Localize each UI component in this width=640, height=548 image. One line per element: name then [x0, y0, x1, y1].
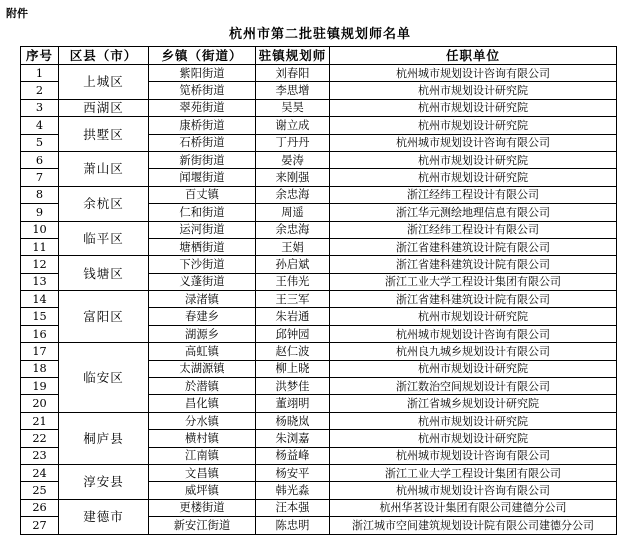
unit-cell: 浙江省城乡规划设计研究院 [330, 395, 617, 412]
unit-cell: 杭州良九城乡规划设计有限公司 [330, 343, 617, 360]
unit-cell: 杭州市规划设计研究院 [330, 412, 617, 429]
town-cell: 下沙街道 [149, 256, 256, 273]
town-cell: 分水镇 [149, 412, 256, 429]
town-cell: 运河街道 [149, 221, 256, 238]
unit-cell: 杭州城市规划设计咨询有限公司 [330, 134, 617, 151]
unit-cell: 浙江省建科建筑设计院有限公司 [330, 256, 617, 273]
row-number: 15 [21, 308, 59, 325]
planner-cell: 李思增 [256, 82, 330, 99]
town-cell: 文昌镇 [149, 464, 256, 481]
planner-cell: 刘春阳 [256, 65, 330, 82]
row-number: 23 [21, 447, 59, 464]
table-row [21, 412, 617, 429]
row-number: 22 [21, 430, 59, 447]
district-cell: 建德市 [59, 499, 149, 534]
table-row [21, 186, 617, 203]
town-cell: 湖源乡 [149, 325, 256, 342]
town-cell: 渌渚镇 [149, 291, 256, 308]
town-cell: 闻堰街道 [149, 169, 256, 186]
row-number: 2 [21, 82, 59, 99]
planner-cell: 韩光淼 [256, 482, 330, 499]
row-number: 5 [21, 134, 59, 151]
table-row [21, 99, 617, 116]
unit-cell: 杭州市规划设计研究院 [330, 308, 617, 325]
row-number: 7 [21, 169, 59, 186]
town-cell: 百丈镇 [149, 186, 256, 203]
row-number: 19 [21, 378, 59, 395]
district-cell: 上城区 [59, 65, 149, 100]
unit-cell: 浙江经纬工程设计有限公司 [330, 186, 617, 203]
row-number: 21 [21, 412, 59, 429]
row-number: 4 [21, 117, 59, 134]
town-cell: 春建乡 [149, 308, 256, 325]
table-row [21, 117, 617, 134]
row-number: 25 [21, 482, 59, 499]
town-cell: 昌化镇 [149, 395, 256, 412]
unit-cell: 杭州城市规划设计咨询有限公司 [330, 482, 617, 499]
table-row [21, 343, 617, 360]
unit-cell: 浙江省建科建筑设计院有限公司 [330, 291, 617, 308]
town-cell: 康桥街道 [149, 117, 256, 134]
planner-cell: 董翊明 [256, 395, 330, 412]
unit-cell: 杭州市规划设计研究院 [330, 99, 617, 116]
unit-cell: 杭州城市规划设计咨询有限公司 [330, 65, 617, 82]
unit-cell: 杭州城市规划设计咨询有限公司 [330, 325, 617, 342]
table-row [21, 499, 617, 516]
unit-cell: 浙江省建科建筑设计院有限公司 [330, 238, 617, 255]
town-cell: 笕桥街道 [149, 82, 256, 99]
planner-cell: 王伟光 [256, 273, 330, 290]
row-number: 27 [21, 517, 59, 534]
unit-cell: 杭州市规划设计研究院 [330, 82, 617, 99]
unit-cell: 浙江工业大学工程设计集团有限公司 [330, 464, 617, 481]
district-cell: 萧山区 [59, 151, 149, 186]
district-cell: 拱墅区 [59, 117, 149, 152]
row-number: 20 [21, 395, 59, 412]
unit-cell: 杭州市规划设计研究院 [330, 151, 617, 168]
row-number: 11 [21, 238, 59, 255]
town-cell: 仁和街道 [149, 204, 256, 221]
town-cell: 太湖源镇 [149, 360, 256, 377]
table-row [21, 256, 617, 273]
unit-cell: 浙江经纬工程设计有限公司 [330, 221, 617, 238]
town-cell: 威坪镇 [149, 482, 256, 499]
planner-cell: 谢立成 [256, 117, 330, 134]
planner-cell: 洪梦佳 [256, 378, 330, 395]
unit-cell: 杭州市规划设计研究院 [330, 117, 617, 134]
header-planner: 驻镇规划师 [256, 47, 330, 65]
header-unit: 任职单位 [330, 47, 617, 65]
table-header-row [21, 47, 617, 65]
unit-cell: 浙江工业大学工程设计集团有限公司 [330, 273, 617, 290]
planner-cell: 朱岩通 [256, 308, 330, 325]
unit-cell: 浙江城市空间建筑规划设计院有限公司建德分公司 [330, 517, 617, 534]
town-cell: 高虹镇 [149, 343, 256, 360]
row-number: 10 [21, 221, 59, 238]
table-row [21, 151, 617, 168]
district-cell: 钱塘区 [59, 256, 149, 291]
planner-cell: 陈忠明 [256, 517, 330, 534]
town-cell: 更楼街道 [149, 499, 256, 516]
row-number: 6 [21, 151, 59, 168]
planner-cell: 柳上晓 [256, 360, 330, 377]
planner-cell: 杨安平 [256, 464, 330, 481]
table-body [21, 65, 617, 535]
town-cell: 翠苑街道 [149, 99, 256, 116]
planner-cell: 赵仁波 [256, 343, 330, 360]
planner-cell: 朱浏嘉 [256, 430, 330, 447]
planner-cell: 丁丹丹 [256, 134, 330, 151]
planner-cell: 杨晓岚 [256, 412, 330, 429]
planner-cell: 晏涛 [256, 151, 330, 168]
planner-cell: 杨益峰 [256, 447, 330, 464]
district-cell: 西湖区 [59, 99, 149, 116]
town-cell: 义蓬街道 [149, 273, 256, 290]
planner-cell: 余忠海 [256, 186, 330, 203]
table-row [21, 464, 617, 481]
unit-cell: 浙江数治空间规划设计有限公司 [330, 378, 617, 395]
header-district: 区县（市） [59, 47, 149, 65]
row-number: 9 [21, 204, 59, 221]
town-cell: 横村镇 [149, 430, 256, 447]
district-cell: 桐庐县 [59, 412, 149, 464]
town-cell: 塘栖街道 [149, 238, 256, 255]
planner-cell: 吴昊 [256, 99, 330, 116]
town-cell: 紫阳街道 [149, 65, 256, 82]
row-number: 8 [21, 186, 59, 203]
table-row [21, 65, 617, 82]
planner-cell: 孙启斌 [256, 256, 330, 273]
district-cell: 富阳区 [59, 291, 149, 343]
town-cell: 新街街道 [149, 151, 256, 168]
unit-cell: 杭州市规划设计研究院 [330, 430, 617, 447]
planner-cell: 来刚强 [256, 169, 330, 186]
unit-cell: 杭州市规划设计研究院 [330, 169, 617, 186]
planner-table [20, 46, 617, 535]
header-no: 序号 [21, 47, 59, 65]
town-cell: 於潜镇 [149, 378, 256, 395]
town-cell: 石桥街道 [149, 134, 256, 151]
planner-cell: 王娟 [256, 238, 330, 255]
row-number: 26 [21, 499, 59, 516]
header-town: 乡镇（街道） [149, 47, 256, 65]
unit-cell: 杭州市规划设计研究院 [330, 360, 617, 377]
row-number: 16 [21, 325, 59, 342]
row-number: 3 [21, 99, 59, 116]
district-cell: 临平区 [59, 221, 149, 256]
planner-cell: 王三军 [256, 291, 330, 308]
row-number: 12 [21, 256, 59, 273]
row-number: 1 [21, 65, 59, 82]
district-cell: 临安区 [59, 343, 149, 413]
unit-cell: 浙江华元测绘地理信息有限公司 [330, 204, 617, 221]
unit-cell: 杭州华茗设计集团有限公司建德分公司 [330, 499, 617, 516]
planner-cell: 邱钟园 [256, 325, 330, 342]
planner-cell: 周遥 [256, 204, 330, 221]
town-cell: 江南镇 [149, 447, 256, 464]
row-number: 24 [21, 464, 59, 481]
town-cell: 新安江街道 [149, 517, 256, 534]
row-number: 17 [21, 343, 59, 360]
district-cell: 余杭区 [59, 186, 149, 221]
attachment-label: 附件 [6, 7, 28, 20]
page-title: 杭州市第二批驻镇规划师名单 [228, 27, 411, 42]
table-row [21, 221, 617, 238]
row-number: 13 [21, 273, 59, 290]
row-number: 14 [21, 291, 59, 308]
table-row [21, 291, 617, 308]
row-number: 18 [21, 360, 59, 377]
planner-cell: 汪本强 [256, 499, 330, 516]
unit-cell: 杭州城市规划设计咨询有限公司 [330, 447, 617, 464]
planner-cell: 余忠海 [256, 221, 330, 238]
district-cell: 淳安县 [59, 464, 149, 499]
